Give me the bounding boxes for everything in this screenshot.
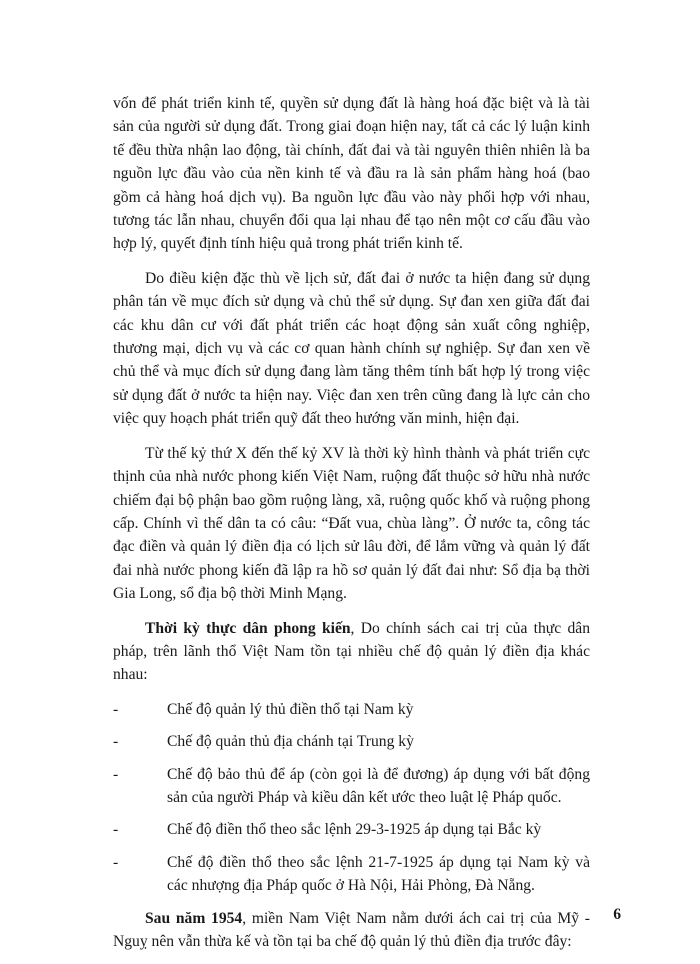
paragraph-5-heading: Sau năm 1954 — [145, 909, 243, 927]
list-item — [113, 851, 590, 898]
paragraph-4-text: , Do chính sách cai trị của thực dân pháp, trên lãnh thổ Việt Nam tồn tại nhiều chế độ quản lý điền địa khác nhau: — [113, 619, 591, 684]
list-dash: - — [113, 765, 119, 783]
body-text — [113, 92, 590, 964]
paragraph-3: Từ thế kỷ thứ X đến thế kỷ XV là thời kỳ hình thành và phát triển cực thịnh của nhà nước phong kiến Việt Nam, ruộng đất thuộc sở hữu nhà nước chiếm đại bộ phận bao gồm ruộng làng, xã, ruộng quốc khố và ruộng phong cấp. Chính vì thế dân ta có câu: “Đất vua, chùa làng”. Ở nước ta, công tác đạc điền và quản lý điền địa có lịch sử lâu đời, để lắm vững và quản lý đất đai nhà nước phong kiến đã lập ra hồ sơ quản lý đất đai như: Sổ địa bạ thời Gia Long, sổ địa bộ thời Minh Mạng. — [113, 444, 590, 603]
list-item — [113, 818, 590, 841]
list-item-text: Chế độ điền thổ theo sắc lệnh 21-7-1925 áp dụng tại Nam kỳ và các nhượng địa Pháp quốc ở Hà Nội, Hải Phòng, Đà Nẵng. — [167, 853, 590, 895]
list-item — [113, 698, 590, 721]
paragraph-4-heading: Thời kỳ thực dân phong kiến — [145, 619, 351, 637]
paragraph-2: Do điều kiện đặc thù về lịch sử, đất đai ở nước ta hiện đang sử dụng phân tán về mục đích sử dụng và chủ thể sử dụng. Sự đan xen giữa đất đai các khu dân cư với đất phát triển các hoạt động sản xuất công nghiệp, thương mại, dịch vụ và các cơ quan hành chính sự nghiệp. Sự đan xen về chủ thể và mục đích sử dụng đang làm tăng thêm tính bất hợp lý trong việc sử dụng đất ở nước ta hiện nay. Việc đan xen trên cũng đang là lực cản cho việc quy hoạch phát triển quỹ đất theo hướng văn minh, hiện đại. — [113, 269, 590, 428]
list-item — [113, 730, 590, 753]
list-item-text: Chế độ điền thổ theo sắc lệnh 29-3-1925 áp dụng tại Bắc kỳ — [167, 821, 542, 839]
page-number: 6 — [613, 906, 621, 923]
list-dash: - — [113, 700, 119, 718]
paragraph-5-text: , miền Nam Việt Nam nằm dưới ách cai trị của Mỹ - Nguỵ nên vẫn thừa kế và tồn tại ba chế độ quản lý thủ điền địa trước đây: — [113, 909, 591, 950]
list-item — [113, 763, 590, 810]
list-dash: - — [113, 733, 119, 751]
list-item-text: Chế độ quản thủ địa chánh tại Trung kỳ — [167, 733, 414, 751]
paragraph-4 — [113, 617, 590, 687]
list-dash: - — [113, 821, 119, 839]
list-item-text: Chế độ quản lý thủ điền thổ tại Nam kỳ — [167, 700, 414, 718]
regime-list — [113, 698, 590, 898]
list-dash: - — [113, 853, 119, 871]
list-item-text: Chế độ bảo thủ để áp (còn gọi là để đương) áp dụng với bất động sản của người Pháp và kiều dân kết ước theo luật lệ Pháp quốc. — [167, 765, 590, 806]
paragraph-1: vốn để phát triển kinh tế, quyền sử dụng đất là hàng hoá đặc biệt và là tài sản của người sử dụng đất. Trong giai đoạn hiện nay, tất cả các lý luận kinh tế đều thừa nhận lao động, tài chính, đất đai và tài nguyên thiên nhiên là ba nguồn lực đầu vào của nền kinh tế và đầu ra là sản phẩm hàng hoá (bao gồm cả hàng hoá dịch vụ). Ba nguồn lực đầu vào này phối hợp với nhau, tương tác lẫn nhau, chuyển đổi qua lại nhau để tạo nên một cơ cấu đầu vào hợp lý, quyết định tính hiệu quả trong phát triển kinh tế. — [113, 95, 590, 253]
paragraph-5 — [113, 907, 590, 954]
